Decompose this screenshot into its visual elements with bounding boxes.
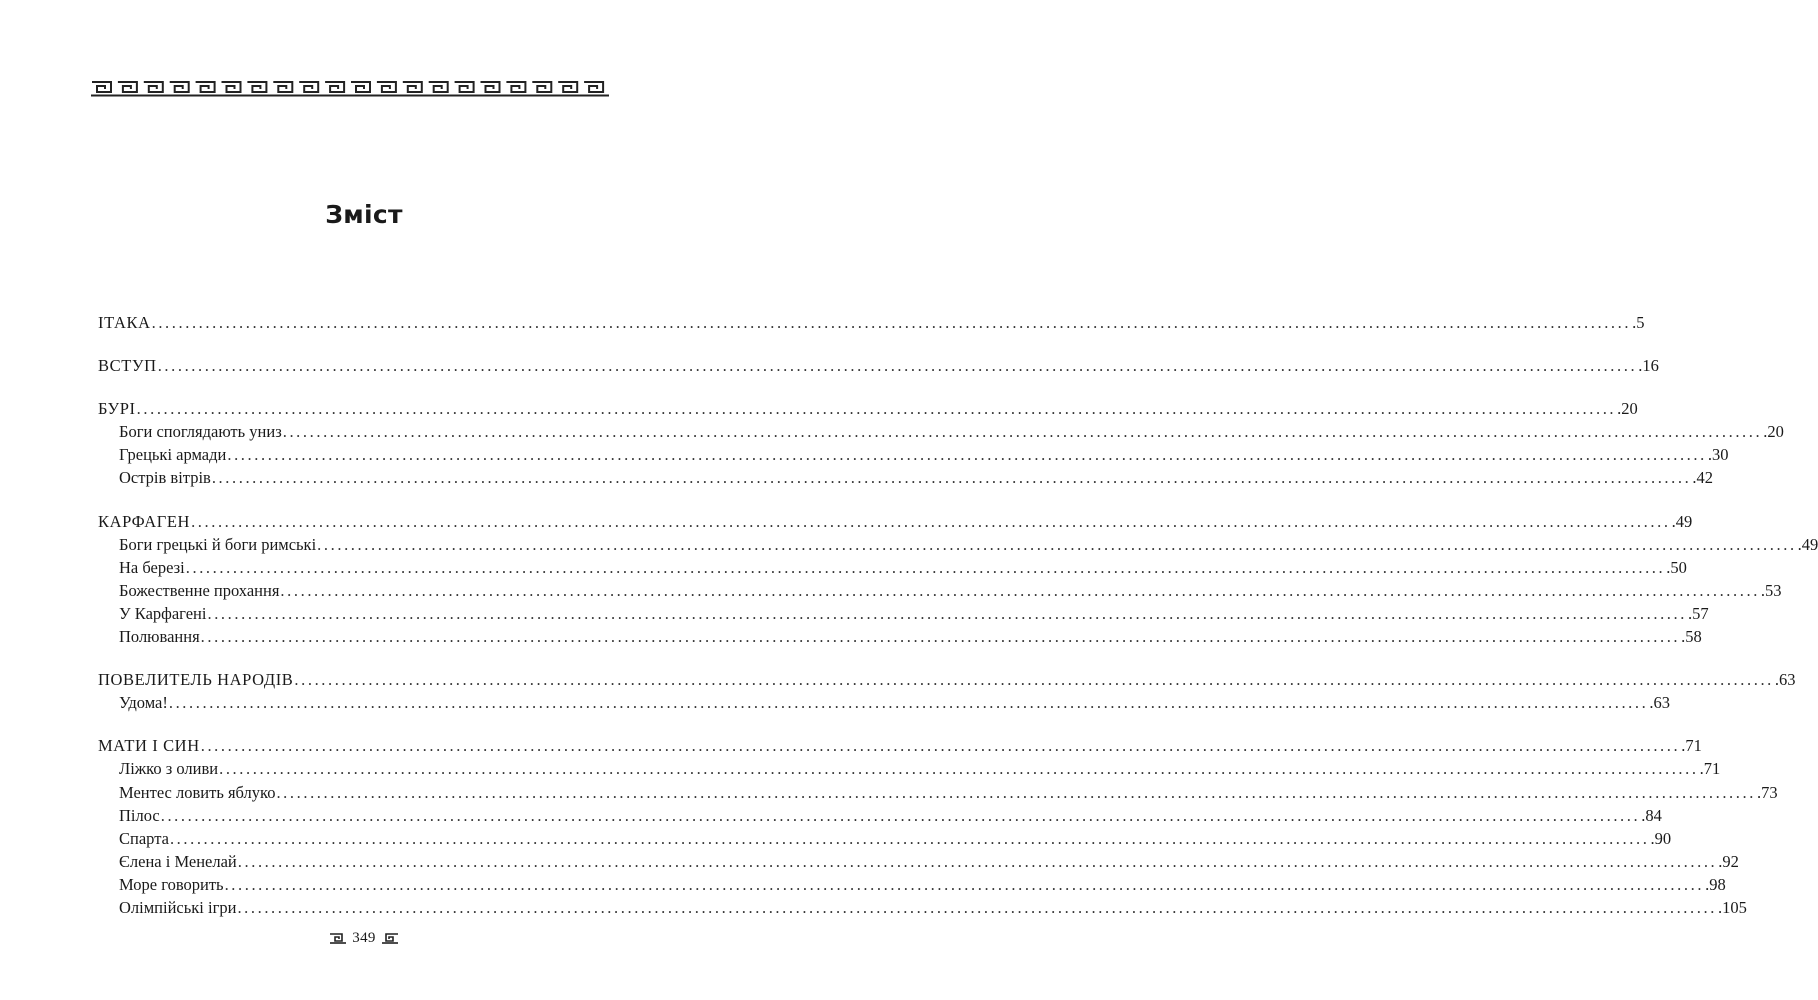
dot-leader: ............................................................................................................................................................................................................................ bbox=[185, 557, 1666, 577]
toc-page-number: .71 bbox=[1681, 736, 1702, 756]
toc-subentry bbox=[98, 443, 1729, 466]
toc-subentry bbox=[98, 781, 1778, 804]
toc-page-number: .58 bbox=[1681, 627, 1702, 647]
toc-page-number: .42 bbox=[1692, 468, 1713, 488]
dot-leader: ............................................................................................................................................................................................................................ bbox=[160, 805, 1641, 825]
dot-leader: ............................................................................................................................................................................................................................ bbox=[237, 851, 1718, 871]
toc-section bbox=[98, 510, 1818, 649]
dot-leader: ............................................................................................................................................................................................................................ bbox=[168, 693, 1649, 713]
toc-entry-title: БУРІ bbox=[98, 399, 136, 419]
dot-leader: ............................................................................................................................................................................................................................ bbox=[280, 580, 1760, 600]
toc-section bbox=[98, 734, 1778, 919]
toc-entry-title: Удома! bbox=[119, 693, 168, 713]
meander-left-icon bbox=[329, 933, 347, 944]
dot-leader: ............................................................................................................................................................................................................................ bbox=[211, 468, 1692, 488]
toc-subentry bbox=[98, 466, 1713, 489]
toc-page-number: .49 bbox=[1671, 511, 1693, 531]
toc-subentry bbox=[98, 873, 1726, 896]
toc-page-number: .57 bbox=[1687, 603, 1709, 623]
meander-right-icon bbox=[381, 933, 399, 944]
toc-entry-title: ВСТУП bbox=[98, 356, 157, 376]
toc-entry-title: Спарта bbox=[119, 828, 169, 848]
dot-leader: ............................................................................................................................................................................................................................ bbox=[207, 603, 1687, 623]
dot-leader: ............................................................................................................................................................................................................................ bbox=[294, 670, 1774, 690]
toc-page-number: .71 bbox=[1699, 759, 1721, 779]
toc-page-number: .53 bbox=[1760, 580, 1782, 600]
dot-leader: ............................................................................................................................................................................................................................ bbox=[282, 422, 1763, 442]
toc-entry-title: Боги споглядають униз bbox=[119, 422, 282, 442]
toc-subentry bbox=[98, 896, 1747, 919]
toc-page-number: .90 bbox=[1650, 828, 1672, 848]
toc-entry-title: ІТАКА bbox=[98, 313, 151, 332]
dot-leader: ............................................................................................................................................................................................................................ bbox=[224, 874, 1705, 894]
toc-section-heading bbox=[98, 510, 1693, 533]
toc-page-number: .50 bbox=[1666, 557, 1687, 577]
toc-page-number: .20 bbox=[1617, 399, 1638, 419]
toc-subentry bbox=[98, 850, 1739, 873]
toc-entry-title: Ментес ловить яблуко bbox=[119, 782, 276, 802]
dot-leader: ............................................................................................................................................................................................................................ bbox=[276, 782, 1756, 802]
toc-subentry bbox=[98, 602, 1709, 625]
toc-entry-title: Ліжко з оливи bbox=[119, 759, 219, 779]
toc-entry-title: Море говорить bbox=[119, 874, 224, 894]
toc-page-number: .73 bbox=[1756, 782, 1778, 802]
toc-section-heading bbox=[98, 668, 1796, 691]
toc-entry-title: Єлена і Менелай bbox=[119, 851, 237, 871]
toc-section bbox=[98, 668, 1796, 714]
toc-subentry bbox=[98, 579, 1782, 602]
toc-page-number: .30 bbox=[1707, 445, 1729, 465]
toc-entry-title: Олімпійські ігри bbox=[119, 897, 237, 917]
page-title: Зміст bbox=[325, 200, 403, 229]
toc-entry-title: КАРФАГЕН bbox=[98, 511, 191, 531]
toc-subentry bbox=[98, 757, 1721, 780]
toc-section bbox=[98, 354, 1659, 377]
toc-section bbox=[98, 397, 1784, 489]
toc-section-heading bbox=[98, 734, 1702, 757]
dot-leader: ............................................................................................................................................................................................................................ bbox=[169, 828, 1650, 848]
dot-leader: ............................................................................................................................................................................................................................ bbox=[136, 399, 1617, 419]
toc-entry-title: Полювання bbox=[119, 627, 200, 647]
dot-leader: ............................................................................................................................................................................................................................ bbox=[219, 759, 1699, 779]
dot-leader: ............................................................................................................................................................................................................................ bbox=[157, 356, 1638, 376]
toc-page-number: .63 bbox=[1649, 693, 1670, 713]
page-footer bbox=[0, 930, 728, 947]
dot-leader: ............................................................................................................................................................................................................................ bbox=[317, 534, 1797, 554]
toc-entry-title: Боги грецькі й боги римські bbox=[119, 534, 317, 554]
toc-page-number: .84 bbox=[1641, 805, 1662, 825]
toc-page-number: .98 bbox=[1705, 874, 1726, 894]
page-number: 349 bbox=[352, 930, 376, 946]
toc-page-number: .92 bbox=[1718, 851, 1739, 871]
toc-subentry bbox=[98, 625, 1702, 648]
toc-entry-title: МАТИ І СИН bbox=[98, 736, 200, 756]
dot-leader: ............................................................................................................................................................................................................................ bbox=[227, 445, 1707, 465]
greek-key-border bbox=[91, 80, 609, 97]
toc-entry-title: Грецькі армади bbox=[119, 445, 227, 465]
toc-entry-title: Пілос bbox=[119, 805, 160, 825]
toc-subentry bbox=[98, 691, 1670, 714]
toc-entry-title: ПОВЕЛИТЕЛЬ НАРОДІВ bbox=[98, 670, 294, 690]
table-of-contents bbox=[98, 311, 1818, 939]
toc-page-number: .63 bbox=[1774, 670, 1796, 690]
toc-subentry bbox=[98, 533, 1818, 556]
toc-entry-title: Божественне прохання bbox=[119, 580, 280, 600]
dot-leader: ............................................................................................................................................................................................................................ bbox=[237, 897, 1717, 917]
toc-page-number: .5 bbox=[1632, 313, 1645, 332]
toc-section-heading bbox=[98, 354, 1659, 377]
toc-section-heading bbox=[98, 311, 1645, 334]
toc-subentry bbox=[98, 556, 1687, 579]
toc-page-number: .49 bbox=[1797, 534, 1818, 554]
toc-section-heading bbox=[98, 397, 1638, 420]
dot-leader: ............................................................................................................................................................................................................................ bbox=[200, 627, 1681, 647]
toc-entry-title: Острів вітрів bbox=[119, 468, 211, 488]
toc-page-number: .105 bbox=[1717, 897, 1747, 917]
toc-entry-title: На березі bbox=[119, 557, 185, 577]
dot-leader: ............................................................................................................................................................................................................................ bbox=[191, 511, 1671, 531]
toc-subentry bbox=[98, 804, 1662, 827]
toc-entry-title: У Карфагені bbox=[119, 603, 207, 623]
toc-subentry bbox=[98, 420, 1784, 443]
toc-subentry bbox=[98, 827, 1672, 850]
dot-leader: ............................................................................................................................................................................................................................ bbox=[200, 736, 1681, 756]
toc-section bbox=[98, 311, 1645, 334]
toc-page-number: .16 bbox=[1638, 356, 1659, 376]
dot-leader: ............................................................................................................................................................................................................................ bbox=[151, 313, 1632, 332]
toc-page-number: .20 bbox=[1763, 422, 1784, 442]
